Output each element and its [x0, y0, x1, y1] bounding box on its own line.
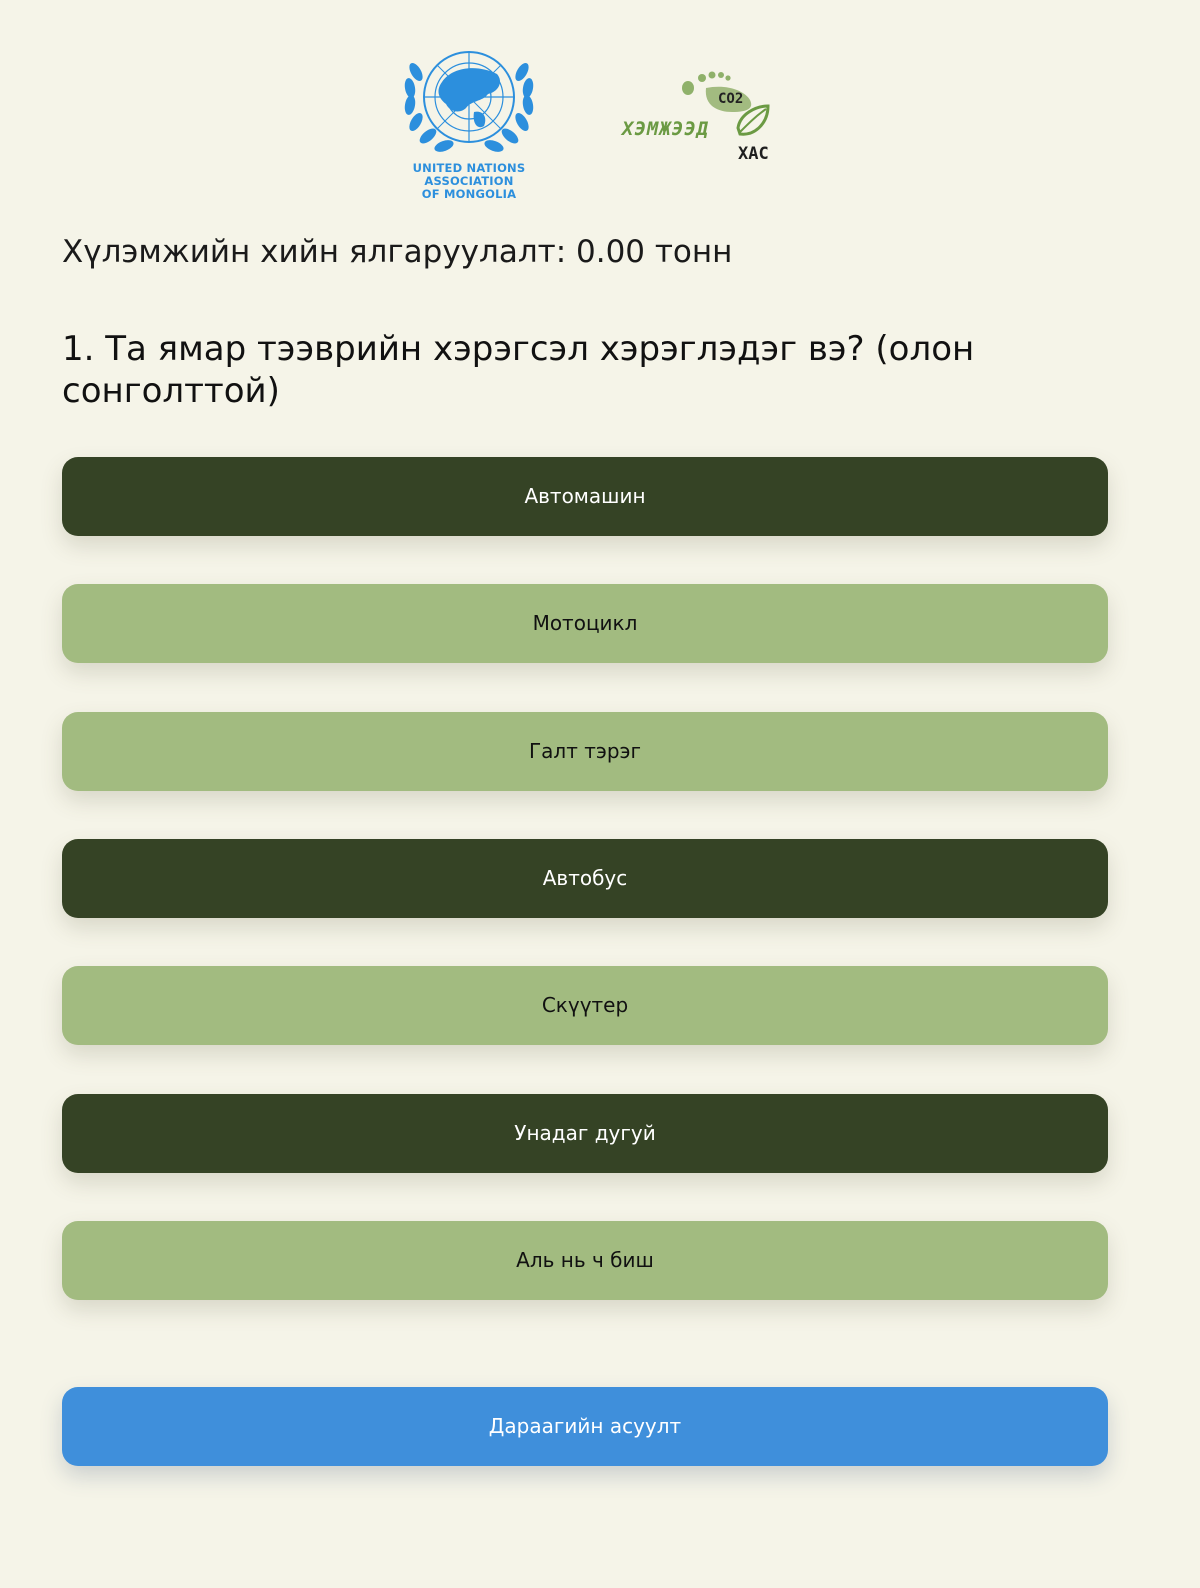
emission-total: Хүлэмжийн хийн ялгаруулалт: 0.00 тонн: [62, 234, 733, 270]
option-button[interactable]: Мотоцикл: [62, 584, 1108, 663]
un-association-logo: [368, 42, 570, 201]
header-logos: [0, 42, 1200, 202]
option-button[interactable]: Скүүтер: [62, 966, 1108, 1045]
co2-measure-logo: [622, 66, 782, 196]
option-button[interactable]: Унадаг дугуй: [62, 1094, 1108, 1173]
un-logo-text-line2: OF MONGOLIA: [421, 187, 517, 201]
co2-logo-word2: ХАС: [738, 144, 769, 164]
option-button[interactable]: Аль нь ч биш: [62, 1221, 1108, 1300]
next-question-button[interactable]: Дараагийн асуулт: [62, 1387, 1108, 1466]
co2-logo-word: ХЭМЖЭЭД: [622, 118, 710, 140]
co2-label: CO2: [718, 91, 744, 107]
option-button[interactable]: Автобус: [62, 839, 1108, 918]
un-emblem-icon: [402, 42, 536, 160]
un-logo-text: [368, 162, 570, 201]
option-button[interactable]: Галт тэрэг: [62, 712, 1108, 791]
un-logo-text-line1: UNITED NATIONS ASSOCIATION: [412, 161, 526, 188]
question-title: 1. Та ямар тээврийн хэрэгсэл хэрэглэдэг вэ? (олон сонголттой): [62, 329, 975, 411]
option-button[interactable]: Автомашин: [62, 457, 1108, 536]
